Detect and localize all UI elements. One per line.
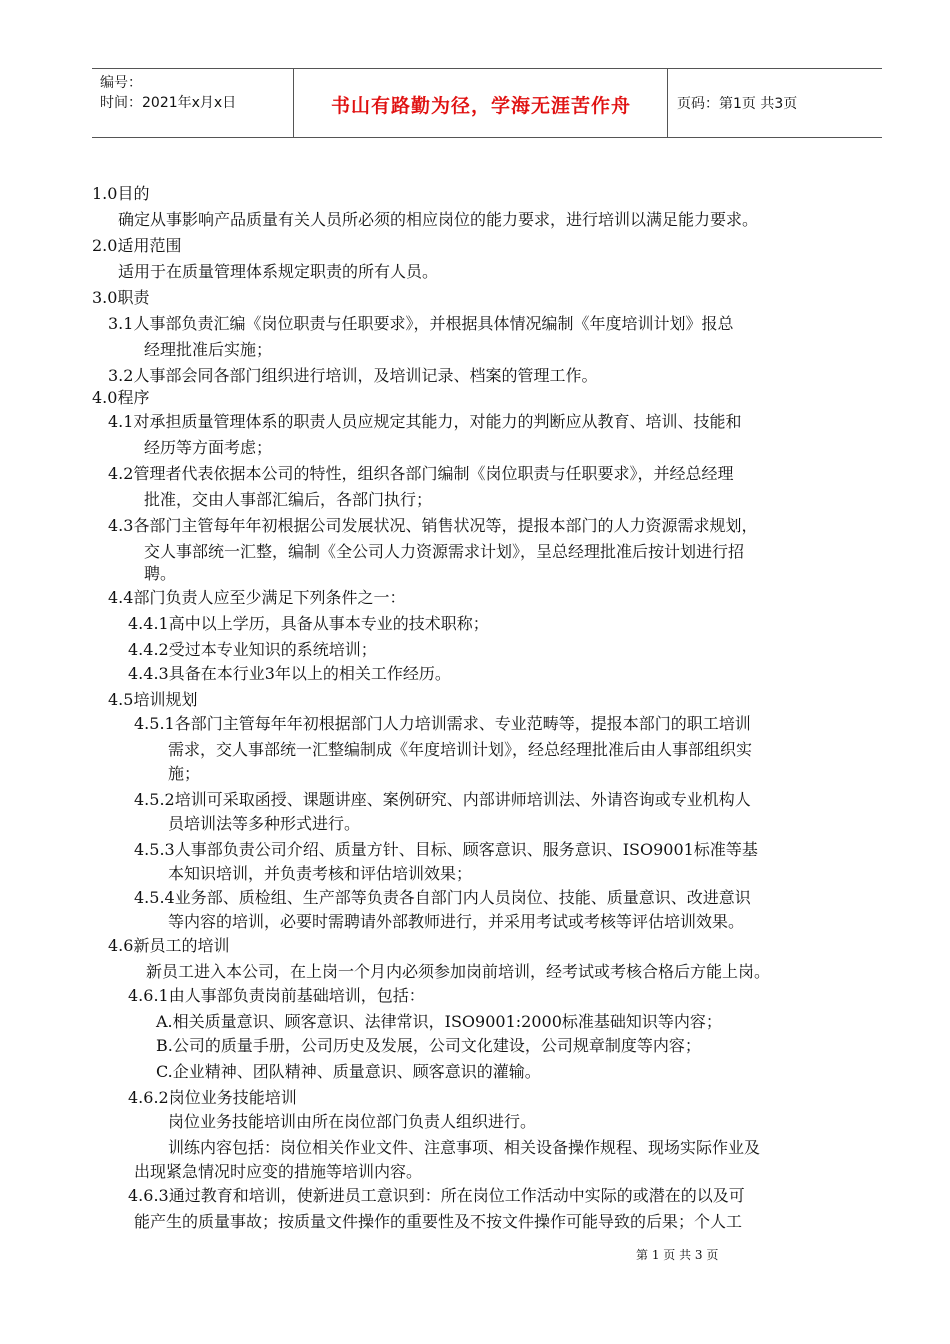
body-text: 4.6.1由人事部负责岗前基础培训，包括： xyxy=(128,986,425,1005)
body-text: 4.4.3具备在本行业3年以上的相关工作经历。 xyxy=(128,664,451,683)
body-text: 4.4.2受过本专业知识的系统培训； xyxy=(128,640,377,659)
body-text: 确定从事影响产品质量有关人员所必须的相应岗位的能力要求，进行培训以满足能力要求。 xyxy=(118,210,759,229)
body-text: 经理批准后实施； xyxy=(144,340,273,359)
header-meta xyxy=(100,73,236,113)
body-text: 聘。 xyxy=(144,564,177,583)
header-divider-left xyxy=(293,69,294,137)
body-text: 施； xyxy=(168,764,201,783)
body-text: 训练内容包括：岗位相关作业文件、注意事项、相关设备操作规程、现场实际作业及 xyxy=(168,1138,761,1157)
body-text: 4.5.3人事部负责公司介绍、质量方针、目标、顾客意识、服务意识、ISO9001标准等基 xyxy=(134,840,758,859)
body-text: 4.5.4业务部、质检组、生产部等负责各自部门内人员岗位、技能、质量意识、改进意识 xyxy=(134,888,751,907)
body-text: 4.3各部门主管每年年初根据公司发展状况、销售状况等，提报本部门的人力资源需求规划， xyxy=(108,516,758,535)
body-text: 适用于在质量管理体系规定职责的所有人员。 xyxy=(118,262,439,281)
header-divider-right xyxy=(667,69,668,137)
list-item: C.企业精神、团队精神、质量意识、顾客意识的灌输。 xyxy=(156,1062,541,1081)
document-number-label: 编号： xyxy=(100,75,142,91)
body-text: 4.2管理者代表依据本公司的特性，组织各部门编制《岗位职责与任职要求》，并经总经理 xyxy=(108,464,734,483)
body-text: 新员工进入本公司，在上岗一个月内必须参加岗前培训，经考试或考核合格后方能上岗。 xyxy=(146,962,771,981)
section-heading: 1.0目的 xyxy=(92,184,150,203)
body-text: 批准，交由人事部汇编后，各部门执行； xyxy=(144,490,433,509)
body-text: 4.4部门负责人应至少满足下列条件之一： xyxy=(108,588,406,607)
body-text: 员培训法等多种形式进行。 xyxy=(168,814,361,833)
document-header xyxy=(92,68,882,138)
body-text: 经历等方面考虑； xyxy=(144,438,273,457)
header-motto: 书山有路勤为径，学海无涯苦作舟 xyxy=(330,95,631,117)
body-text: 本知识培训，并负责考核和评估培训效果； xyxy=(168,864,473,883)
section-heading: 4.0程序 xyxy=(92,388,150,407)
body-text: 能产生的质量事故；按质量文件操作的重要性及不按文件操作可能导致的后果；个人工 xyxy=(134,1212,743,1231)
body-text: 等内容的培训，必要时需聘请外部教师进行，并采用考试或考核等评估培训效果。 xyxy=(168,912,745,931)
body-text: 4.1对承担质量管理体系的职责人员应规定其能力，对能力的判断应从教育、培训、技能和 xyxy=(108,412,742,431)
body-text: 4.6.2岗位业务技能培训 xyxy=(128,1088,297,1107)
footer-page-number: 第 1 页 共 3 页 xyxy=(636,1248,719,1262)
subsection-heading: 4.6新员工的培训 xyxy=(108,936,230,955)
header-page-info: 页码：第1页 共3页 xyxy=(677,96,798,112)
document-time-label: 时间：2021年x月x日 xyxy=(100,95,237,111)
body-text: 3.2人事部会同各部门组织进行培训，及培训记录、档案的管理工作。 xyxy=(108,366,598,385)
body-text: 4.5.2培训可采取函授、课题讲座、案例研究、内部讲师培训法、外请咨询或专业机构人 xyxy=(134,790,751,809)
body-text: 岗位业务技能培训由所在岗位部门负责人组织进行。 xyxy=(168,1112,537,1131)
list-item: A.相关质量意识、顾客意识、法律常识，ISO9001:2000标准基础知识等内容； xyxy=(156,1012,722,1031)
body-text: 需求，交人事部统一汇整编制成《年度培训计划》，经总经理批准后由人事部组织实 xyxy=(168,740,753,759)
body-text: 4.4.1高中以上学历，具备从事本专业的技术职称； xyxy=(128,614,489,633)
body-text: 4.5.1各部门主管每年年初根据部门人力培训需求、专业范畴等，提报本部门的职工培训 xyxy=(134,714,751,733)
section-heading: 2.0适用范围 xyxy=(92,236,182,255)
body-text: 交人事部统一汇整，编制《全公司人力资源需求计划》，呈总经理批准后按计划进行招 xyxy=(144,542,745,561)
subsection-heading: 4.5培训规划 xyxy=(108,690,198,709)
list-item: B.公司的质量手册，公司历史及发展，公司文化建设，公司规章制度等内容； xyxy=(156,1036,701,1055)
section-heading: 3.0职责 xyxy=(92,288,150,307)
body-text: 3.1人事部负责汇编《岗位职责与任职要求》，并根据具体情况编制《年度培训计划》报总 xyxy=(108,314,734,333)
body-text: 出现紧急情况时应变的措施等培训内容。 xyxy=(134,1162,423,1181)
body-text: 4.6.3通过教育和培训，使新进员工意识到：所在岗位工作活动中实际的或潜在的以及可 xyxy=(128,1186,745,1205)
